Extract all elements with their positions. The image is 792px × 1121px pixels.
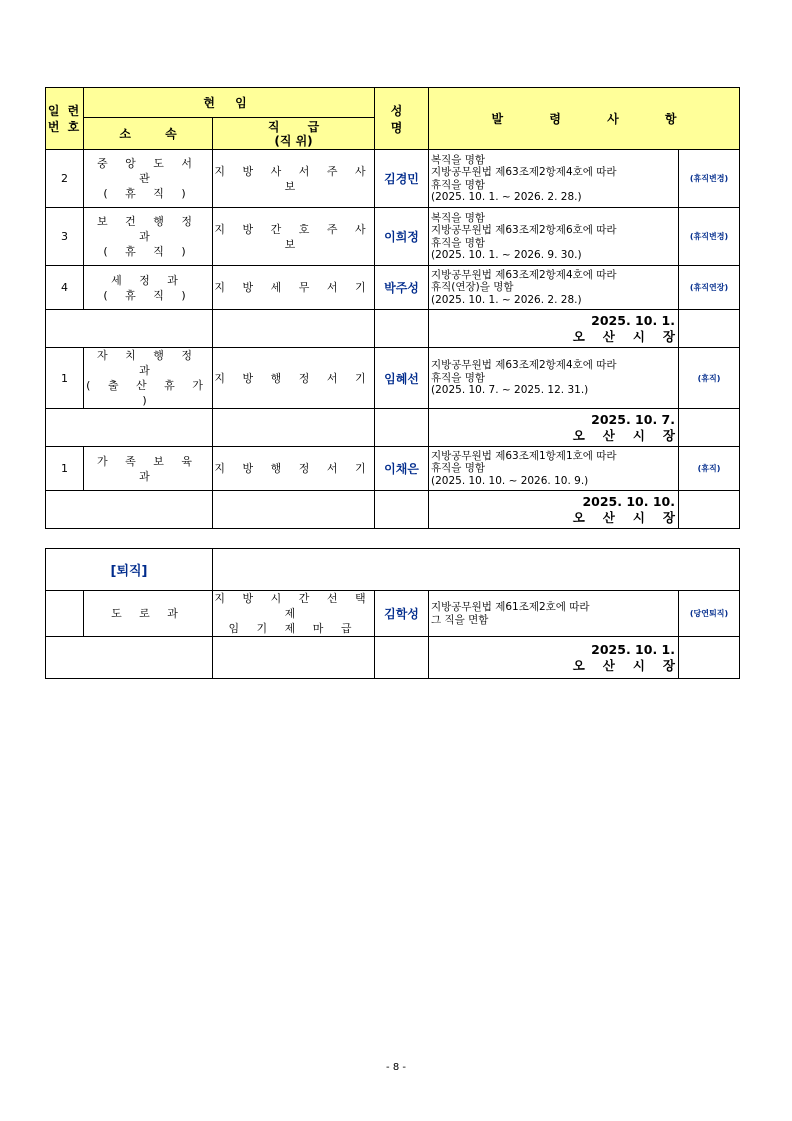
text-line: 세 정 과 — [111, 273, 185, 287]
rank-cell — [213, 208, 375, 266]
retire-title: [퇴직] — [46, 549, 213, 591]
retire-title-row — [46, 549, 740, 591]
text-line: 지방공무원법 제63조제2항제6호에 따라 — [431, 224, 617, 236]
header-row — [46, 88, 740, 118]
signer-name: 오산시장 — [572, 657, 693, 673]
status-badge: (휴직연장) — [679, 266, 740, 310]
rank-cell — [213, 266, 375, 310]
text-line: (2025. 10. 1. ~ 2026. 2. 28.) — [431, 293, 582, 306]
text-line: ( 출 산 휴 가 ) — [86, 379, 210, 407]
detail-cell — [429, 447, 679, 491]
text-line: 휴직(연장)을 명함 — [431, 281, 514, 294]
signature-cell — [429, 637, 693, 679]
text-line: 지방공무원법 제63조제2항제4호에 따라 — [431, 166, 617, 178]
text-line: 지방공무원법 제63조제1항제1호에 따라 — [431, 449, 617, 462]
dept-cell — [84, 150, 213, 208]
detail-cell — [429, 150, 679, 208]
sign-date: 2025. 10. 7. — [591, 411, 675, 427]
rank-cell — [213, 150, 375, 208]
text-line: ( 휴 직 ) — [103, 245, 193, 258]
text-line: 지 방 간 호 주 사 보 — [214, 222, 373, 251]
signature-cell — [429, 491, 693, 529]
header-detail: 발 령 사 항 — [429, 88, 740, 150]
text-line: 지 방 사 서 주 사 보 — [214, 164, 373, 193]
text-line: ( 휴 직 ) — [103, 288, 193, 302]
text-line: 휴직을 명함 — [431, 371, 486, 384]
text-line: ( 휴 직 ) — [103, 187, 193, 200]
empty-cell — [213, 491, 375, 529]
empty-cell — [46, 409, 213, 447]
person-name: 임혜선 — [375, 348, 429, 409]
empty-cell — [213, 637, 375, 679]
person-name: 이희정 — [375, 208, 429, 266]
header-current: 현 임 — [84, 88, 375, 118]
status-badge: (휴직변경) — [679, 208, 740, 266]
signer-line — [429, 509, 693, 526]
serial-cell: 3 — [46, 208, 84, 266]
detail-cell — [429, 348, 679, 409]
serial-cell: 2 — [46, 150, 84, 208]
dept-cell — [84, 208, 213, 266]
dept-cell — [84, 348, 213, 409]
header-rank-line: 직 급 — [267, 119, 320, 134]
table-row — [46, 266, 740, 310]
empty-cell — [375, 409, 429, 447]
rank-cell — [213, 591, 375, 637]
status-badge: (휴직) — [679, 447, 740, 491]
signer-line — [429, 427, 693, 444]
rank-cell — [213, 447, 375, 491]
text-line: 지방공무원법 제63조제2항제4호에 따라 — [431, 359, 617, 372]
text-line: 그 직을 면함 — [431, 613, 489, 626]
sign-date: 2025. 10. 10. — [582, 493, 675, 509]
serial-cell: 1 — [46, 348, 84, 409]
sign-date: 2025. 10. 1. — [591, 312, 675, 328]
text-line: 지 방 행 정 서 기 — [214, 462, 373, 475]
header-name: 성 명 — [375, 88, 429, 150]
table-row — [46, 447, 740, 491]
dept-cell — [84, 266, 213, 310]
header-rank — [213, 118, 375, 150]
header-serial-line: 일 련 — [47, 103, 82, 118]
empty-cell — [213, 409, 375, 447]
serial-cell: 1 — [46, 447, 84, 491]
status-badge: (당연퇴직) — [679, 591, 740, 637]
signer-name: 오산시장 — [572, 427, 693, 443]
empty-cell — [46, 491, 213, 529]
person-name: 김경민 — [375, 150, 429, 208]
text-line: 지방공무원법 제61조제2호에 따라 — [431, 601, 590, 613]
text-line: 복직을 명함 — [431, 211, 486, 224]
status-badge: (휴직) — [679, 348, 740, 409]
header-serial-line: 번 호 — [47, 119, 82, 134]
header-serial — [46, 88, 84, 150]
signer-name: 오산시장 — [572, 509, 693, 525]
table-row — [46, 591, 740, 637]
signature-cell — [429, 310, 693, 348]
text-line: 도 로 과 — [111, 607, 185, 620]
header-dept: 소 속 — [84, 118, 213, 150]
text-line: 중 앙 도 서 관 — [97, 157, 199, 185]
signer-line — [429, 657, 693, 674]
sign-date: 2025. 10. 1. — [591, 641, 675, 657]
serial-cell — [46, 591, 84, 637]
detail-cell — [429, 266, 679, 310]
signature-row — [46, 637, 740, 679]
page-number: - 8 - — [386, 1062, 406, 1073]
text-line: 가 족 보 육 과 — [97, 454, 199, 483]
detail-cell — [429, 591, 679, 637]
text-line: 지방공무원법 제63조제2항제4호에 따라 — [431, 268, 617, 281]
serial-cell: 4 — [46, 266, 84, 310]
text-line: (2025. 10. 1. ~ 2026. 9. 30.) — [431, 249, 582, 261]
text-line: 휴직을 명함 — [431, 236, 486, 249]
empty-cell — [213, 310, 375, 348]
signature-row — [46, 491, 740, 529]
text-line: 자 치 행 정 과 — [97, 349, 199, 377]
text-line: 지 방 시 간 선 택 제 — [214, 592, 373, 620]
empty-cell — [213, 549, 740, 591]
retirement-table — [45, 548, 740, 679]
signer-name: 오산시장 — [572, 328, 693, 344]
person-name: 이채은 — [375, 447, 429, 491]
table-row — [46, 348, 740, 409]
text-line: 휴직을 명함 — [431, 178, 486, 191]
dept-cell — [84, 591, 213, 637]
empty-cell — [46, 310, 213, 348]
status-badge: (휴직변경) — [679, 150, 740, 208]
text-line: 임 기 제 마 급 — [228, 622, 359, 635]
text-line: 지 방 세 무 서 기 — [214, 281, 373, 294]
text-line: (2025. 10. 7. ~ 2025. 12. 31.) — [431, 384, 589, 397]
person-name: 김학성 — [375, 591, 429, 637]
signature-cell — [429, 409, 693, 447]
rank-cell — [213, 348, 375, 409]
table-row — [46, 150, 740, 208]
text-line: (2025. 10. 10. ~ 2026. 10. 9.) — [431, 474, 589, 487]
signature-row — [46, 409, 740, 447]
empty-cell — [375, 491, 429, 529]
dept-cell — [84, 447, 213, 491]
appointment-table — [45, 87, 740, 529]
text-line: 지 방 행 정 서 기 — [214, 371, 373, 385]
empty-cell — [375, 310, 429, 348]
empty-cell — [375, 637, 429, 679]
signature-row — [46, 310, 740, 348]
text-line: 복직을 명함 — [431, 153, 486, 166]
header-rank-line: (직 위) — [274, 133, 313, 148]
text-line: (2025. 10. 1. ~ 2026. 2. 28.) — [431, 191, 582, 203]
table-row — [46, 208, 740, 266]
empty-cell — [46, 637, 213, 679]
signer-line — [429, 328, 693, 345]
detail-cell — [429, 208, 679, 266]
text-line: 휴직을 명함 — [431, 462, 486, 475]
text-line: 보 건 행 정 과 — [97, 215, 199, 243]
person-name: 박주성 — [375, 266, 429, 310]
